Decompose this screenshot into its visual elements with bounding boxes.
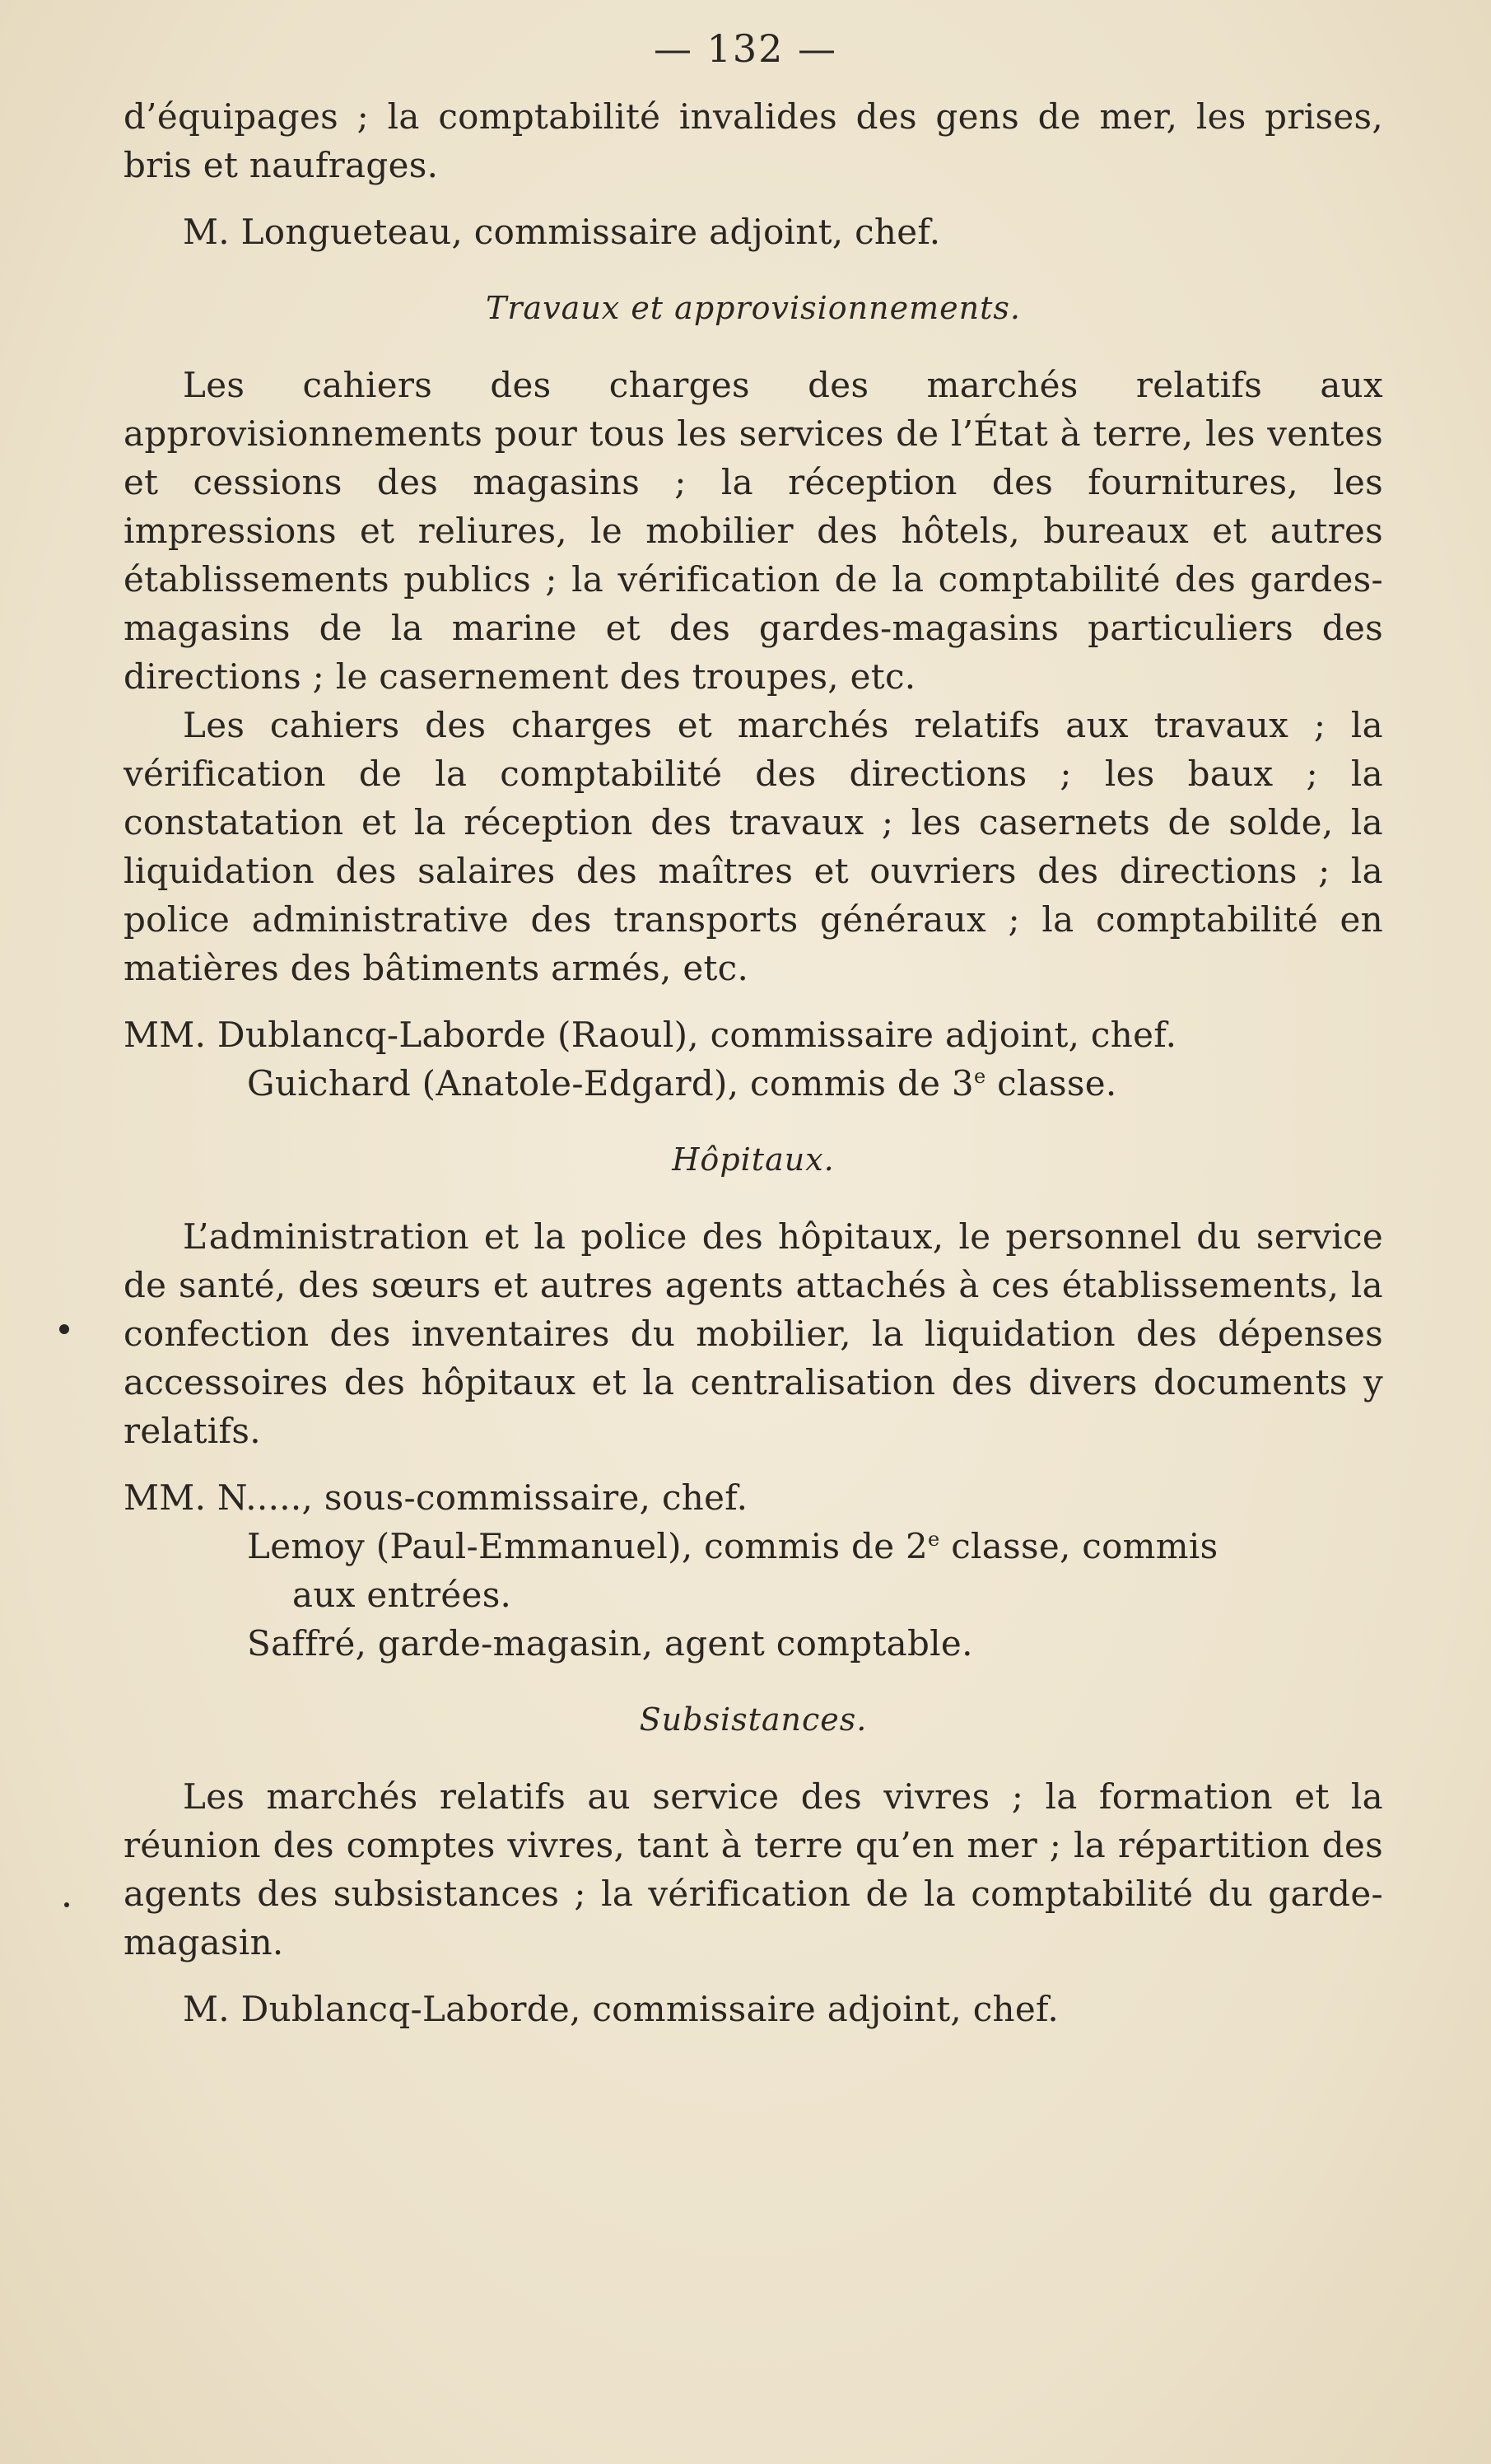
staff-entry — [123, 1059, 1383, 1108]
heading-subsistances: Subsistances. — [639, 1701, 868, 1738]
staff-name: Lemoy (Paul-Emmanuel), commis de 2 — [247, 1526, 929, 1566]
page-number: — 132 — — [653, 26, 838, 71]
staff-entry: Saffré, garde-magasin, agent comptable. — [247, 1623, 973, 1664]
hopitaux-staff-list — [123, 1473, 1383, 1668]
travaux-staff-list — [123, 1010, 1383, 1108]
staff-rest: classe. — [985, 1063, 1117, 1104]
margin-ink-dot — [64, 1902, 69, 1907]
heading-travaux: Travaux et approvisionnements. — [486, 290, 1021, 326]
intro-chef: M. Longueteau, commissaire adjoint, chef. — [183, 212, 941, 252]
margin-ink-dot — [59, 1324, 69, 1334]
travaux-paragraph-2: Les cahiers des charges et marchés relatifs aux travaux ; la vérification de la comptabilité des directions ; les baux ; la constatation et la réception des travaux ; les casernets de solde, la liquidation des salaires des maîtres et ouvriers des directions ; la police administrative des transports généraux ; la comptabilité en matières des bâtiments armés, etc. — [123, 705, 1383, 988]
ordinal-suffix: e — [973, 1065, 986, 1088]
intro-paragraph: d’équipages ; la comptabilité invalides des gens de mer, les prises, bris et naufrages. — [123, 96, 1383, 185]
staff-entry: MM. Dublancq-Laborde (Raoul), commissaire adjoint, chef. — [123, 1015, 1177, 1055]
staff-name: Guichard (Anatole-Edgard), commis de 3 — [247, 1063, 974, 1104]
ordinal-suffix: e — [928, 1528, 940, 1551]
staff-entry: MM. N....., sous-commissaire, chef. — [123, 1477, 748, 1518]
subsistances-paragraph: Les marchés relatifs au service des vivres ; la formation et la réunion des comptes vivres, tant à terre qu’en mer ; la répartition des agents des subsistances ; la vérification de la comptabilité du garde-magasin. — [123, 1776, 1383, 1962]
staff-entry-continuation: aux entrées. — [292, 1575, 512, 1615]
subsistances-chef: M. Dublancq-Laborde, commissaire adjoint, chef. — [183, 1989, 1060, 2029]
staff-rest: classe, commis — [939, 1526, 1218, 1566]
page-body — [123, 92, 1383, 2033]
heading-hopitaux: Hôpitaux. — [672, 1141, 835, 1178]
staff-entry — [123, 1522, 1383, 1570]
hopitaux-paragraph: L’administration et la police des hôpitaux, le personnel du service de santé, des sœurs et autres agents attachés à ces établissements, la confection des inventaires du mobilier, la liquidation des dépenses accessoires des hôpitaux et la centralisation des divers documents y relatifs. — [123, 1216, 1383, 1451]
travaux-paragraph-1: Les cahiers des charges des marchés relatifs aux approvisionnements pour tous les services de l’État à terre, les ventes et cessions des magasins ; la réception des fournitures, les impressions et reliures, le mobilier des hôtels, bureaux et autres établissements publics ; la vérification de la comptabilité des gardes-magasins de la marine et des gardes-magasins particuliers des directions ; le casernement des troupes, etc. — [123, 365, 1383, 697]
